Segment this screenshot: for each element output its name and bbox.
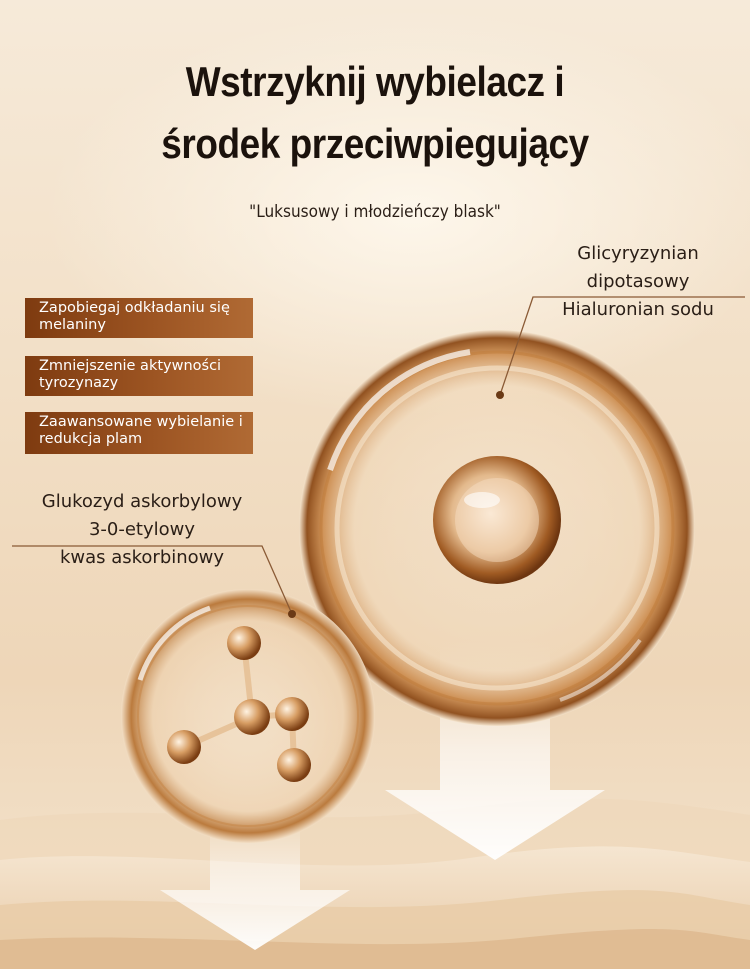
benefit-badge-tyrosinase: Zmniejszenie aktywności tyrozynazy	[25, 356, 253, 396]
page-title-line-1: Wstrzyknij wybielacz i	[185, 58, 565, 105]
ingredient-label-left	[22, 488, 262, 572]
leader-dot-left	[288, 610, 296, 618]
leader-dot-right	[496, 391, 504, 399]
ingredient-right-line-3: Hialuronian sodu	[562, 299, 714, 320]
ingredient-right-line-1: Glicyryzynian	[577, 243, 699, 264]
page-title-line-2: środek przeciwpiegujący	[161, 120, 589, 167]
ingredient-right-line-2: dipotasowy	[586, 271, 690, 292]
ingredient-left-line-1: Glukozyd askorbylowy	[41, 491, 243, 512]
tagline: "Luksusowy i młodzieńczy blask"	[249, 202, 501, 222]
ingredient-left-line-2: 3-0-etylowy	[88, 519, 196, 540]
ingredient-left-line-3: kwas askorbinowy	[59, 547, 225, 568]
benefit-badge-whitening: Zaawansowane wybielanie i redukcja plam	[25, 412, 253, 454]
ingredient-label-right	[538, 240, 738, 324]
benefit-badge-melanin: Zapobiegaj odkładaniu się melaniny	[25, 298, 253, 338]
